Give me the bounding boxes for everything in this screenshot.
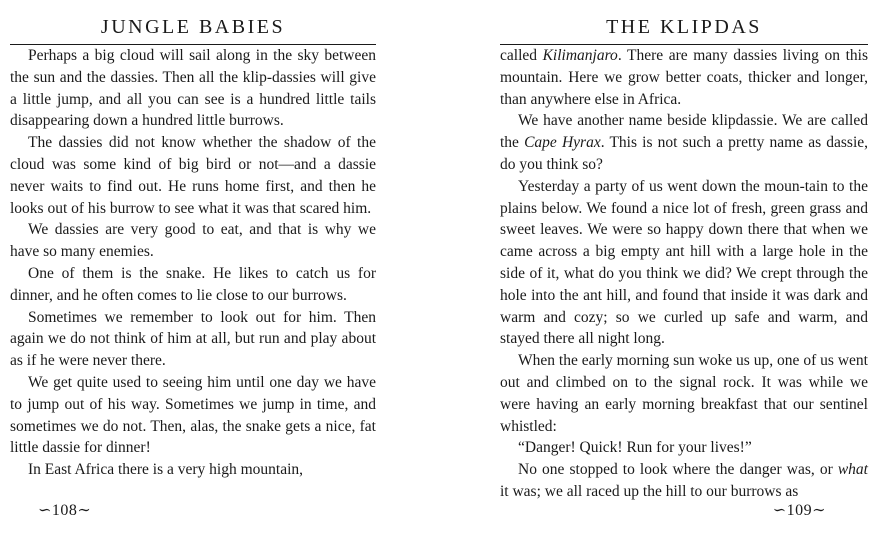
text-run: We have another name beside klipdassie. We are called the [500, 112, 868, 152]
paragraph: Yesterday a party of us went down the moun-tain to the plains below. We found a nice lot of fresh, green grass and sweet leaves. We were so happy down there that when we came across a big empty ant hill with a large hole in the side of it, what do you think we did? We crept through the hole into the ant hill, and found that inside it was dark and warm and cozy; so we curled up safe and warm, and stayed there all night long. [500, 177, 868, 348]
left-running-head: JUNGLE BABIES [100, 16, 286, 38]
text-run: No one stopped to look where the danger was, or [518, 461, 838, 479]
paragraph [500, 459, 868, 503]
paragraph: Perhaps a big cloud will sail along in the sky between the sun and the dassies. Then all the klip-dassies will give a little jump, and all you can see is a hundred little tails disappearing down a hundred little burrows. [10, 47, 376, 130]
paragraph: We get quite used to seeing him until one day we have to jump out of his way. Sometimes we jump in time, and sometimes we do not. Then, alas, the snake gets a nice, fat little dassie for dinner! [10, 373, 376, 457]
right-text-block [500, 45, 868, 503]
text-run: . There are many dassies living on this mountain. Here we grow better coats, thicker and longer, than anywhere else in Africa. [500, 47, 868, 108]
paragraph [500, 110, 868, 175]
paragraph: When the early morning sun woke us up, one of us went out and climbed on to the signal rock. It was while we were having an early morning breakfast that our sentinel whistled: [500, 352, 868, 435]
text-run: it was; we all raced up the hill to our burrows as [500, 482, 799, 500]
left-text-block [10, 45, 376, 481]
paragraph: Sometimes we remember to look out for him. Then again we do not think of him at all, but run and play about as if he were never there. [10, 308, 376, 370]
paragraph: One of them is the snake. He likes to catch us for dinner, and he often comes to lie close to our burrows. [10, 264, 376, 304]
paragraph: In East Africa there is a very high mountain, [28, 461, 304, 479]
right-page [500, 0, 868, 547]
left-page [10, 0, 376, 547]
text-run: called [500, 47, 543, 64]
right-running-head: THE KLIPDAS [606, 16, 762, 38]
page-number: ∽109∼ [772, 502, 826, 519]
page-number: ∽108∼ [38, 502, 92, 519]
italic-term: what [837, 461, 868, 479]
paragraph: The dassies did not know whether the shadow of the cloud was some kind of big bird or not—and a dassie never waits to find out. He runs home first, and then he looks out of his burrow to see what it was that scared him. [10, 134, 376, 217]
text-run: . This is not such a pretty name as dassie, do you think so? [500, 134, 869, 173]
paragraph: “Danger! Quick! Run for your lives!” [518, 439, 752, 457]
paragraph [500, 45, 868, 110]
italic-term: Kilimanjaro [542, 47, 618, 64]
paragraph: We dassies are very good to eat, and that is why we have so many enemies. [10, 221, 376, 261]
italic-term: Cape Hyrax [524, 134, 601, 152]
